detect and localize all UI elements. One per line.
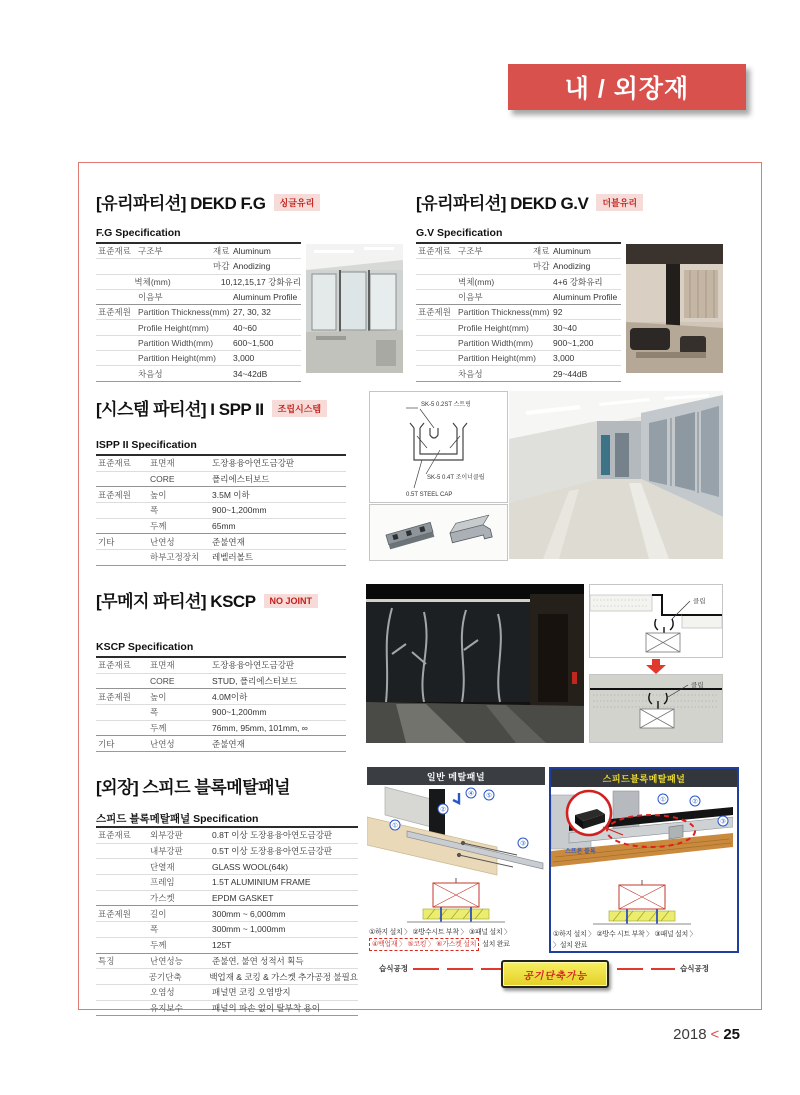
spec-cell: 준불연재 xyxy=(212,738,245,749)
spec-cell: Profile Height(mm) xyxy=(138,322,209,333)
section-title-fg xyxy=(96,189,320,214)
fg-spec-table xyxy=(96,242,301,382)
gp-steps-done: 설치 완료 xyxy=(482,941,510,948)
spec-cell: 난연성능 xyxy=(150,955,183,966)
spec-cell: 76mm, 95mm, 101mm, ∞ xyxy=(212,723,308,734)
svg-text:④: ④ xyxy=(468,790,474,798)
spec-cell: 3.5M 이하 xyxy=(212,489,250,500)
spec-cell: 3,000 xyxy=(553,353,575,364)
banner-title: 내 / 외장재 xyxy=(564,75,690,103)
spec-row xyxy=(416,304,621,319)
spec-cell: 난연성 xyxy=(150,536,175,547)
spec-cell: 오염성 xyxy=(150,987,175,998)
spec-cell: 65mm xyxy=(212,521,236,532)
spec-cell: 300mm ~ 6,000mm xyxy=(212,908,286,919)
spec-cell: 이음부 xyxy=(138,292,163,303)
spec-cell: 29~44dB xyxy=(553,368,588,379)
spec-row xyxy=(96,502,346,518)
sp-bracket xyxy=(669,825,683,839)
ispp-channel-drawing xyxy=(410,423,467,460)
spec-cell: 준불연, 불연 성적서 획득 xyxy=(212,955,304,966)
footer-page-number: 25 xyxy=(723,1026,740,1043)
spec-row xyxy=(96,953,358,969)
spec-row xyxy=(96,890,358,906)
kscp-badge: NO JOINT xyxy=(264,594,319,608)
spec-row xyxy=(96,826,358,843)
svg-text:①: ① xyxy=(392,822,398,830)
spec-cell: 4.0M이하 xyxy=(212,691,248,702)
spec-cell: 표준제원 xyxy=(98,908,131,919)
gv-badge: 더블유리 xyxy=(596,194,643,211)
spec-cell: 가스켓 xyxy=(150,893,175,904)
page-category-banner xyxy=(508,64,746,110)
kscp-title-text: [무메지 파티션] KSCP xyxy=(96,592,256,611)
spec-row xyxy=(416,335,621,350)
spec-row xyxy=(96,533,346,549)
speed-spec-table xyxy=(96,826,358,1016)
time-saving-badge-label: 공기단축가능 xyxy=(523,970,587,982)
spec-row xyxy=(416,350,621,365)
gv-product-photo xyxy=(626,244,723,373)
ispp-parts-photo xyxy=(369,504,508,561)
ispp-diagram-art xyxy=(370,392,507,502)
spec-row xyxy=(96,486,346,502)
spec-cell: 표준재료 xyxy=(98,830,131,841)
spec-cell: 600~1,500 xyxy=(233,337,274,348)
spec-row xyxy=(96,704,346,720)
spec-cell: 900~1,200 xyxy=(553,337,594,348)
general-panel-steps xyxy=(367,925,545,951)
spec-cell: 표준제원 xyxy=(98,489,131,500)
gp-steps-line1: ①하지 설치 〉 ②방수시트 부착 〉 ③패널 설치 〉 xyxy=(369,929,511,936)
spec-cell: Profile Height(mm) xyxy=(458,322,529,333)
spec-cell: 벽체(mm) xyxy=(458,276,495,287)
spec-cell: CORE xyxy=(150,676,175,687)
spec-row xyxy=(96,921,358,937)
spec-row xyxy=(416,274,621,289)
speed-spec-title: 스피드 블록메탈패널 Specification xyxy=(96,813,259,825)
spec-row xyxy=(96,518,346,534)
spec-row xyxy=(416,319,621,334)
spec-row xyxy=(96,319,301,334)
ispp-profile-diagram xyxy=(369,391,508,503)
kscp-spec-table xyxy=(96,656,346,752)
footer-separator: < xyxy=(710,1026,720,1043)
section-title-kscp xyxy=(96,587,318,612)
fg-badge: 싱글유리 xyxy=(274,194,321,211)
spec-row xyxy=(416,258,621,273)
spec-row xyxy=(96,720,346,736)
kscp-joint-after xyxy=(589,674,723,743)
spec-cell: Partition Width(mm) xyxy=(138,337,214,348)
speed-panel-banner: 스피드블록메탈패널 xyxy=(551,769,737,787)
sp-steps-line1: ①하지 설치 〉 ②방수 시트 부착 〉 ③패널 설치 〉 xyxy=(553,931,697,938)
spec-row xyxy=(416,289,621,304)
spec-cell: 4+6 강화유리 xyxy=(553,276,603,287)
svg-text:①: ① xyxy=(660,796,666,804)
spec-cell: Anodizing xyxy=(233,261,271,272)
svg-text:⑤: ⑤ xyxy=(486,792,492,800)
spec-cell: 900~1,200mm xyxy=(212,505,267,516)
spec-cell: 높이 xyxy=(150,489,167,500)
spec-cell: 폴리에스터보드 xyxy=(212,474,270,485)
wet-process-label-left: 습식공정 xyxy=(379,964,408,973)
spec-cell: 표준재료 xyxy=(98,458,131,469)
section-title-ispp xyxy=(96,395,327,420)
general-panel-banner: 일반 메탈패널 xyxy=(367,767,545,785)
spec-cell: 재료 xyxy=(533,246,550,257)
content-frame xyxy=(78,162,762,1013)
spec-cell: 900~1,200mm xyxy=(212,707,267,718)
spec-cell: 표면재 xyxy=(150,660,175,671)
fg-glass-partitions xyxy=(312,272,396,330)
ispp-corridor-art xyxy=(509,391,723,559)
fg-title-text: [유리파티션] DEKD F.G xyxy=(96,194,266,213)
spec-row xyxy=(416,242,621,258)
speed-panel-section-drawing xyxy=(551,879,733,927)
spec-cell: STUD, 폴리에스터보드 xyxy=(212,676,298,687)
general-panel-card xyxy=(367,767,545,951)
spec-row xyxy=(96,335,301,350)
spec-cell: 도장용융아연도금강판 xyxy=(212,660,295,671)
spec-cell: 폭 xyxy=(150,924,159,935)
time-saving-badge xyxy=(501,960,609,988)
ispp-spec-title: ISPP II Specification xyxy=(96,439,197,451)
kscp-joint-diagrams xyxy=(589,584,723,743)
speed-panel-illustration xyxy=(551,787,733,879)
spec-cell: 27, 30, 32 xyxy=(233,307,271,318)
spec-cell: 표면재 xyxy=(150,458,175,469)
kscp-joint-before xyxy=(589,584,723,658)
spec-row xyxy=(96,905,358,921)
spec-cell: 표준재료 xyxy=(418,246,451,257)
spec-row xyxy=(416,365,621,380)
ispp-diagram-label-2: SK-5 0.4T 조이너클립 xyxy=(427,475,485,481)
spec-cell: CORE xyxy=(150,474,175,485)
ispp-title-text: [시스템 파티션] I SPP II xyxy=(96,400,264,419)
svg-text:②: ② xyxy=(440,806,446,814)
sp-steps-line2: 〉설치 완료 xyxy=(553,942,588,949)
spec-row xyxy=(96,454,346,471)
sp-block-label: 스프론 블록 xyxy=(565,849,596,855)
spec-cell: 이음부 xyxy=(458,292,483,303)
spec-cell: 마감 xyxy=(533,261,550,272)
spec-cell: 40~60 xyxy=(233,322,257,333)
spec-cell: 난연성 xyxy=(150,738,175,749)
spec-cell: 표준재료 xyxy=(98,246,131,257)
wet-process-label-right: 습식공정 xyxy=(680,964,709,973)
kscp-extinguisher xyxy=(572,672,577,684)
spec-cell: 0.5T 이상 도장용융아연도금강판 xyxy=(212,846,333,857)
spec-cell: Aluminum xyxy=(553,246,591,257)
spec-cell: 하부고정장치 xyxy=(150,552,200,563)
ispp-diagram-label-1: SK-5 0.2ST 스트링 xyxy=(421,402,471,408)
spec-cell: 폭 xyxy=(150,707,159,718)
spec-cell: 재료 xyxy=(213,246,230,257)
spec-row xyxy=(96,735,346,751)
gv-column xyxy=(666,264,680,330)
fg-product-photo xyxy=(306,244,403,373)
spec-row xyxy=(96,673,346,689)
spec-cell: Partition Thickness(mm) xyxy=(458,307,550,318)
ispp-parts-art xyxy=(370,505,507,560)
spec-cell: 차음성 xyxy=(138,368,163,379)
kscp-spec-title: KSCP Specification xyxy=(96,641,194,653)
spec-cell: 기타 xyxy=(98,536,115,547)
ispp-spec-table xyxy=(96,454,346,566)
spec-cell: 높이 xyxy=(150,691,167,702)
ispp-badge: 조립시스템 xyxy=(272,400,327,417)
spec-row xyxy=(96,843,358,859)
ispp-corridor-photo xyxy=(509,391,723,559)
spec-cell: 300mm ~ 1,000mm xyxy=(212,924,286,935)
footer-year: 2018 xyxy=(673,1026,707,1043)
spec-cell: 길이 xyxy=(150,908,167,919)
spec-row xyxy=(96,688,346,704)
spec-cell: 프레임 xyxy=(150,877,175,888)
spec-cell: Partition Height(mm) xyxy=(138,353,216,364)
spec-cell: Partition Height(mm) xyxy=(458,353,536,364)
spec-cell: 30~40 xyxy=(553,322,577,333)
svg-text:③: ③ xyxy=(720,818,726,826)
spec-row xyxy=(96,549,346,565)
spec-row xyxy=(96,937,358,953)
spec-cell: Aluminum Profile xyxy=(553,292,618,303)
kscp-photo-art xyxy=(366,584,584,743)
kscp-clip-label-top: 클립 xyxy=(693,598,706,605)
spec-row xyxy=(96,304,301,319)
kscp-transition-arrow xyxy=(589,658,723,674)
spec-cell: 3,000 xyxy=(233,353,255,364)
gv-spec-title: G.V Specification xyxy=(416,227,503,239)
general-panel-section-drawing xyxy=(367,877,545,925)
spec-cell: Partition Thickness(mm) xyxy=(138,307,230,318)
spec-cell: 표준제원 xyxy=(98,691,131,702)
gv-photo-art xyxy=(626,244,723,373)
kscp-interior-photo xyxy=(366,584,584,743)
spec-cell: 백업재 & 코킹 & 가스켓 추가공정 불필요 xyxy=(209,971,358,982)
gp-steps-line2 xyxy=(369,938,543,951)
spec-cell: 두께 xyxy=(150,521,167,532)
speed-panel-steps xyxy=(551,927,737,951)
spec-cell: 10,12,15,17 강화유리 xyxy=(220,276,301,287)
spec-cell: 도장용융아연도금강판 xyxy=(212,458,295,469)
spec-cell: 패널의 파손 없이 탈부착 용이 xyxy=(212,1002,320,1013)
section-title-speed xyxy=(96,773,290,798)
spec-cell: 특징 xyxy=(98,955,115,966)
kscp-clip-label-bottom: 클립 xyxy=(691,682,704,689)
spec-cell: 구조부 xyxy=(458,246,483,257)
spec-cell: 기타 xyxy=(98,738,115,749)
spec-cell: GLASS WOOL(64k) xyxy=(212,861,289,872)
spec-cell: 외부강판 xyxy=(150,830,183,841)
spec-cell: 92 xyxy=(553,307,563,318)
spec-row xyxy=(96,471,346,487)
spec-cell: 벽체(mm) xyxy=(134,276,171,287)
spec-cell: 구조부 xyxy=(138,246,163,257)
spec-row xyxy=(96,1000,358,1016)
spec-cell: 125T xyxy=(212,940,232,951)
spec-cell: 두께 xyxy=(150,723,167,734)
spec-cell: 공기단축 xyxy=(148,971,182,982)
spec-cell: 표준재료 xyxy=(98,660,131,671)
fg-photo-art xyxy=(306,244,403,373)
gv-title-text: [유리파티션] DEKD G.V xyxy=(416,194,589,213)
spec-cell: 표준제원 xyxy=(98,307,131,318)
spec-cell: Partition Width(mm) xyxy=(458,337,534,348)
spec-cell: 유지보수 xyxy=(150,1002,183,1013)
spec-cell: Anodizing xyxy=(553,261,591,272)
gv-spec-table xyxy=(416,242,621,382)
spec-cell: 두께 xyxy=(150,940,167,951)
spec-cell: 패널면 코킹 오염방지 xyxy=(212,987,291,998)
spec-row xyxy=(96,289,301,304)
spec-cell: 단열재 xyxy=(150,861,175,872)
spec-cell: 폭 xyxy=(150,505,159,516)
spec-row xyxy=(96,858,358,874)
spec-row xyxy=(96,968,358,984)
speed-panel-card xyxy=(549,767,739,953)
spec-cell: 내부강판 xyxy=(150,846,183,857)
spec-cell: EPDM GASKET xyxy=(212,893,274,904)
spec-cell: 34~42dB xyxy=(233,368,268,379)
spec-cell: 차음성 xyxy=(458,368,483,379)
gv-ceiling-beam xyxy=(626,244,723,264)
spec-row xyxy=(96,274,301,289)
section-title-gv xyxy=(416,189,643,214)
page-footer xyxy=(673,1026,740,1043)
gv-armchair xyxy=(680,336,706,354)
spec-row xyxy=(96,242,301,258)
spec-row xyxy=(96,350,301,365)
spec-cell: 레벨러볼트 xyxy=(212,552,254,563)
spec-cell: 표준제원 xyxy=(418,307,451,318)
spec-cell: 1.5T ALUMINIUM FRAME xyxy=(212,877,311,888)
spec-row xyxy=(96,365,301,380)
spec-row xyxy=(96,984,358,1000)
spec-cell: 준불연재 xyxy=(212,536,245,547)
ispp-diagram-label-3: 0.5T STEEL CAP xyxy=(406,492,453,498)
gp-removed-steps: ④백업재 〉 ⑤코킹 〉 ⑥가스켓 설치 xyxy=(369,938,479,951)
spec-cell: Aluminum Profile xyxy=(233,292,298,303)
spec-cell: 마감 xyxy=(213,261,230,272)
svg-text:②: ② xyxy=(692,798,698,806)
svg-text:③: ③ xyxy=(520,840,526,848)
general-panel-illustration xyxy=(367,785,545,877)
spec-row xyxy=(96,656,346,673)
speed-title-text: [외장] 스피드 블록메탈패널 xyxy=(96,778,290,797)
spec-row xyxy=(96,258,301,273)
spec-cell: Aluminum xyxy=(233,246,271,257)
fg-spec-title: F.G Specification xyxy=(96,227,181,239)
spec-row xyxy=(96,874,358,890)
spec-cell: 0.8T 이상 도장용융아연도금강판 xyxy=(212,830,333,841)
gv-sofa xyxy=(630,328,670,350)
